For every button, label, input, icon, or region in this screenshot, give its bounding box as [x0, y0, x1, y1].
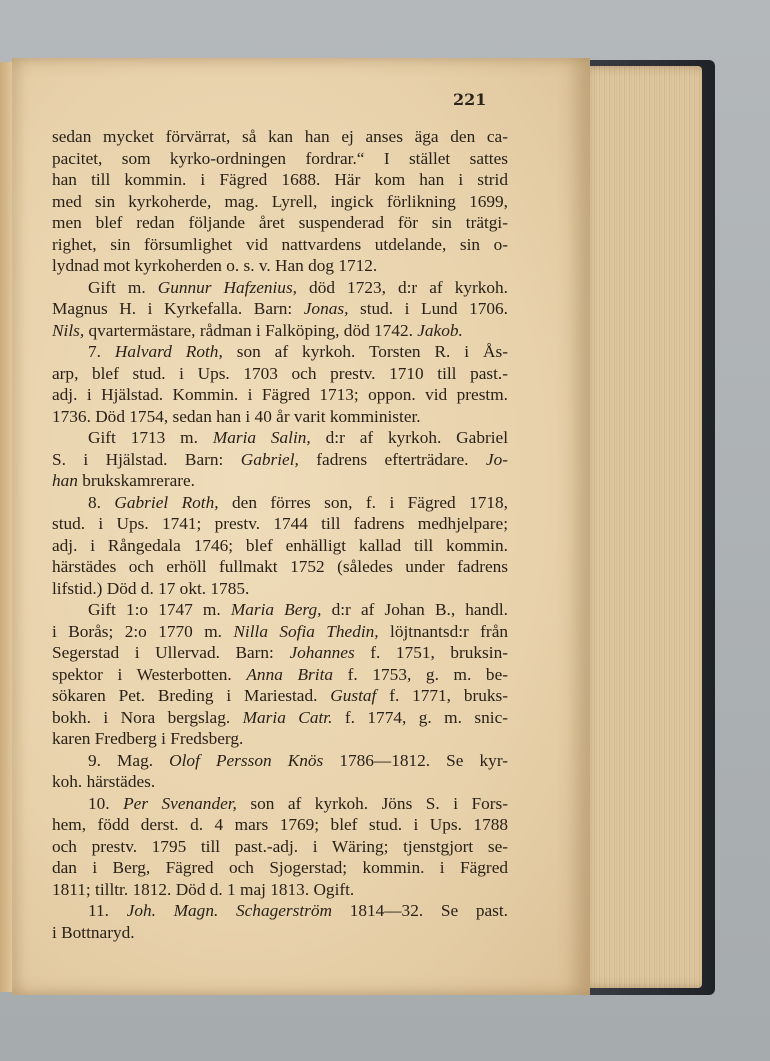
text-line: [52, 406, 508, 428]
italic-name: Gunnur Hafzenius,: [157, 277, 297, 297]
text-line: [52, 793, 508, 815]
text-line: [52, 492, 508, 514]
text-line: [52, 298, 508, 320]
text-line: [52, 771, 508, 793]
text-segment: adj. i Rångedala 1746; blef enhälligt kallad till kommin.: [52, 535, 508, 555]
text-segment: son af kyrkoh. Torsten R. i Ås-: [222, 342, 508, 361]
italic-name: Jonas,: [303, 299, 349, 318]
text-line: [52, 621, 508, 643]
text-segment: f. 1774, g. m. snic-: [332, 707, 508, 727]
text-segment: hem, född derst. d. 4 mars 1769; blef stud. i Ups. 1788: [52, 815, 508, 834]
text-segment: han till kommin. i Fägred 1688. Här kom han i strid: [52, 170, 508, 189]
italic-name: Per Svenander,: [123, 793, 237, 813]
italic-name: Jakob.: [417, 320, 463, 340]
text-segment: fadrens efterträdare.: [298, 449, 486, 469]
text-segment: sökaren Pet. Breding i Mariestad.: [52, 686, 331, 705]
text-segment: koh. härstädes.: [52, 772, 156, 791]
text-segment: 10.: [88, 793, 124, 813]
text-line: [52, 126, 508, 148]
text-segment: adj. i Hjälstad. Kommin. i Fägred 1713; oppon. vid prestm.: [52, 385, 508, 404]
text-line: [52, 384, 508, 406]
text-line: [52, 578, 508, 600]
text-segment: d:r af kyrkoh. Gabriel: [310, 428, 508, 447]
text-segment: härstädes och erhöll fullmakt 1752 (således under fadrens: [52, 557, 508, 576]
text-segment: dan i Berg, Fägred och Sjogerstad; kommin. i Fägred: [52, 858, 508, 877]
text-segment: den förres son, f. i Fägred 1718,: [218, 492, 508, 512]
text-segment: Magnus H. i Kyrkefalla. Barn:: [52, 299, 304, 318]
italic-name: Maria Berg,: [230, 600, 322, 619]
text-segment: qvartermästare, rådman i Falköping, död 1742.: [84, 320, 418, 340]
text-segment: S. i Hjälstad. Barn:: [52, 449, 241, 469]
text-segment: lifstid.) Död d. 17 okt. 1785.: [52, 578, 250, 598]
text-line: [52, 513, 508, 535]
text-segment: karen Fredberg i Fredsberg.: [52, 729, 244, 748]
text-line: [52, 449, 508, 471]
text-line: [52, 728, 508, 750]
italic-name: Maria Catr.: [242, 707, 333, 727]
text-segment: 7.: [88, 342, 115, 361]
text-segment: men blef redan följande året suspenderad för sin trätgi-: [52, 213, 508, 232]
text-segment: sedan mycket förvärrat, så kan han ej anses äga den ca-: [52, 127, 508, 146]
text-line: [52, 427, 508, 449]
text-segment: stud. i Ups. 1741; prestv. 1744 till fadrens medhjelpare;: [52, 514, 508, 533]
text-segment: Segerstad i Ullervad. Barn:: [52, 643, 290, 662]
text-segment: Gift 1713 m.: [88, 428, 213, 447]
italic-name: Joh. Magn. Schagerström: [126, 901, 332, 920]
text-segment: son af kyrkoh. Jöns S. i Fors-: [236, 793, 508, 813]
italic-name: Halvard Roth,: [114, 342, 223, 361]
text-line: [52, 191, 508, 213]
text-line: [52, 535, 508, 557]
text-segment: arp, blef stud. i Ups. 1703 och prestv. 1710 till past.-: [52, 363, 508, 383]
text-segment: 1786—1812. Se kyr-: [323, 750, 508, 770]
text-line: [52, 707, 508, 729]
text-line: [52, 169, 508, 191]
text-segment: f. 1771, bruks-: [376, 686, 508, 705]
text-line: [52, 879, 508, 901]
text-line: [52, 685, 508, 707]
text-line: [52, 599, 508, 621]
italic-name: Maria Salin,: [212, 428, 311, 447]
text-line: [52, 836, 508, 858]
text-line: [52, 212, 508, 234]
text-segment: 1811; tilltr. 1812. Död d. 1 maj 1813. Ogift.: [52, 879, 355, 899]
text-segment: 11.: [88, 901, 127, 920]
italic-name: Gabriel Roth,: [114, 492, 219, 512]
text-line: [52, 277, 508, 299]
page-text: [52, 126, 508, 943]
italic-name: Nils,: [52, 320, 85, 340]
text-line: [52, 341, 508, 363]
text-segment: i Bottnaryd.: [52, 922, 135, 942]
italic-name: Johannes: [289, 643, 355, 662]
text-line: [52, 922, 508, 944]
page-edges: [580, 66, 702, 988]
text-segment: död 1723, d:r af kyrkoh.: [297, 277, 508, 297]
italic-name: Jo-: [485, 449, 508, 469]
text-segment: f. 1753, g. m. be-: [333, 664, 509, 684]
text-segment: stud. i Lund 1706.: [348, 299, 508, 318]
italic-name: han: [52, 471, 78, 490]
text-line: [52, 320, 508, 342]
text-line: [52, 255, 508, 277]
text-segment: bokh. i Nora bergslag.: [52, 707, 243, 727]
text-line: [52, 556, 508, 578]
text-line: [52, 664, 508, 686]
text-segment: righet, sin försumlighet vid nattvardens utdelande, sin o-: [52, 234, 508, 254]
page-number: 221: [453, 90, 487, 109]
text-segment: Gift 1:o 1747 m.: [88, 600, 231, 619]
text-line: [52, 814, 508, 836]
text-segment: brukskamrerare.: [77, 471, 195, 490]
text-segment: 9. Mag.: [88, 750, 170, 770]
text-segment: 1814—32. Se past.: [332, 901, 508, 920]
text-segment: lydnad mot kyrkoherden o. s. v. Han dog 1712.: [52, 256, 378, 275]
text-line: [52, 857, 508, 879]
text-segment: Gift m.: [88, 277, 158, 297]
text-line: [52, 363, 508, 385]
text-segment: med sin kyrkoherde, mag. Lyrell, ingick förlikning 1699,: [52, 191, 508, 211]
text-segment: d:r af Johan B., handl.: [321, 600, 508, 619]
text-segment: löjtnantsd:r från: [378, 621, 509, 641]
italic-name: Gabriel,: [240, 449, 299, 469]
text-segment: f. 1751, bruksin-: [354, 643, 508, 662]
italic-name: Anna Brita: [246, 664, 334, 684]
text-segment: 8.: [88, 492, 115, 512]
text-line: [52, 148, 508, 170]
text-segment: spektor i Westerbotten.: [52, 664, 247, 684]
text-line: [52, 234, 508, 256]
text-line: [52, 900, 508, 922]
italic-name: Olof Persson Knös: [169, 750, 324, 770]
text-line: [52, 642, 508, 664]
text-line: [52, 750, 508, 772]
italic-name: Gustaf: [330, 686, 377, 705]
text-segment: och prestv. 1795 till past.-adj. i Wäring; tjenstgjort se-: [52, 836, 508, 856]
text-segment: i Borås; 2:o 1770 m.: [52, 621, 234, 641]
text-segment: 1736. Död 1754, sedan han i 40 år varit komminister.: [52, 406, 421, 426]
text-line: [52, 470, 508, 492]
italic-name: Nilla Sofia Thedin,: [233, 621, 379, 641]
text-segment: pacitet, som kyrko-ordningen fordrar.“ I stället sattes: [52, 148, 508, 168]
